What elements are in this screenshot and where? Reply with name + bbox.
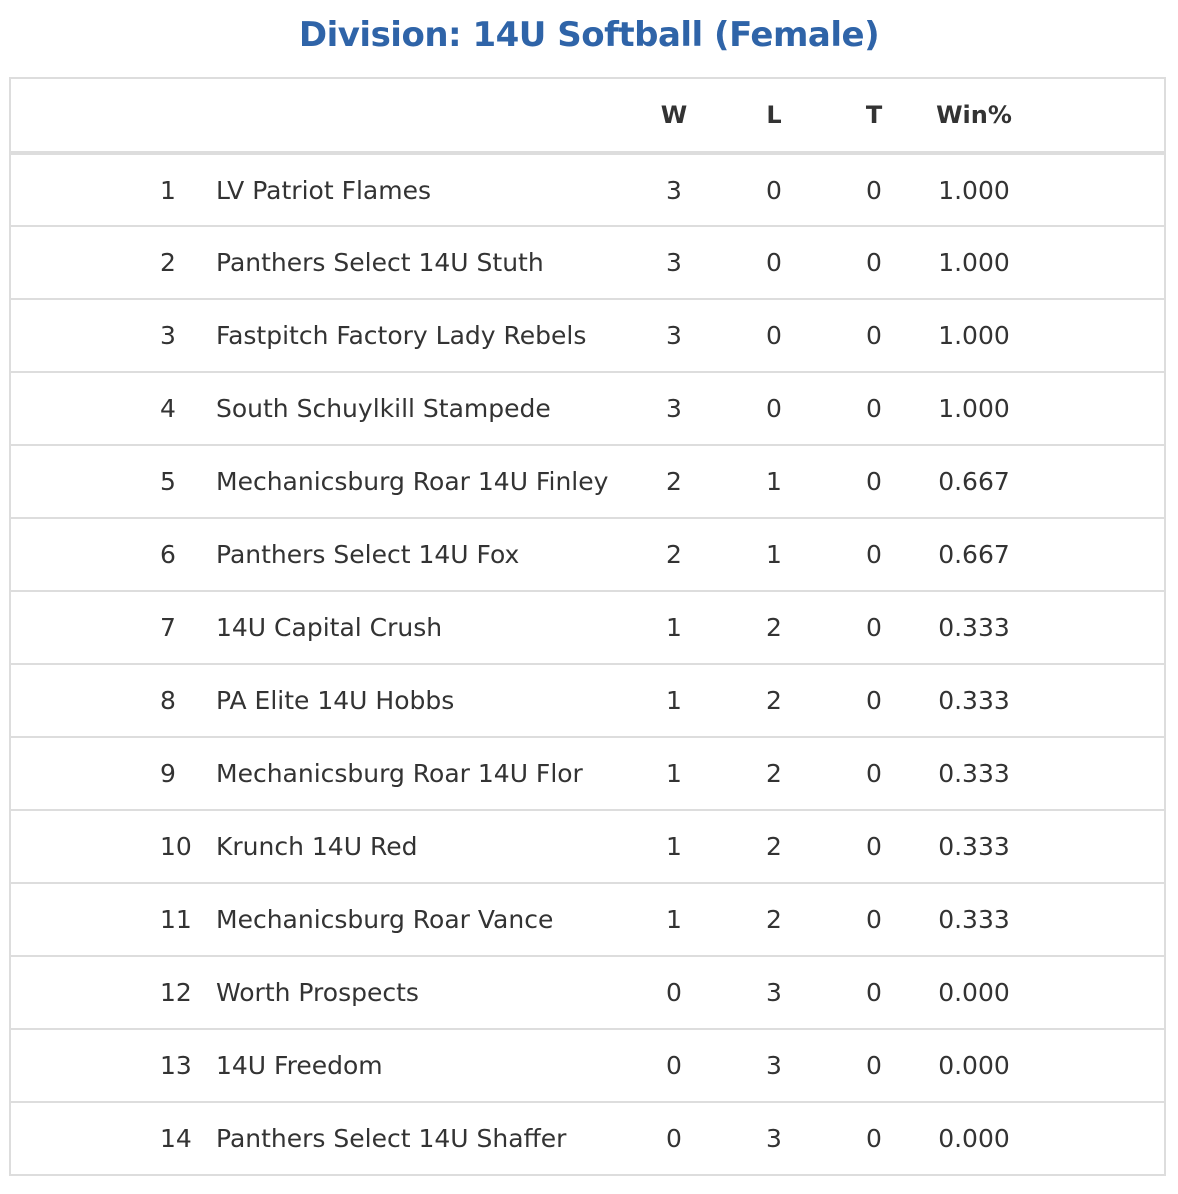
cell-fill — [1024, 299, 1165, 372]
cell-fill — [1024, 1102, 1165, 1175]
win-pct-cell: 0.000 — [938, 1051, 1010, 1080]
cell-blank — [10, 956, 160, 1029]
cell-fill — [1024, 518, 1165, 591]
team-name[interactable]: PA Elite 14U Hobbs — [216, 686, 455, 715]
wins-cell: 0 — [666, 1051, 682, 1080]
team-name[interactable]: Fastpitch Factory Lady Rebels — [216, 321, 587, 350]
losses-cell: 0 — [766, 321, 782, 350]
rank-cell: 7 — [160, 613, 176, 642]
team-name[interactable]: Panthers Select 14U Shaffer — [216, 1124, 567, 1153]
table-row — [10, 372, 1165, 445]
ties-cell: 0 — [866, 978, 882, 1007]
cell-blank — [10, 226, 160, 299]
ties-cell: 0 — [866, 905, 882, 934]
header-wins[interactable]: W — [624, 78, 724, 153]
table-row — [10, 1102, 1165, 1175]
cell-fill — [1024, 810, 1165, 883]
header-rank — [160, 78, 214, 153]
win-pct-cell: 1.000 — [938, 394, 1010, 423]
cell-fill — [1024, 226, 1165, 299]
win-pct-cell: 1.000 — [938, 248, 1010, 277]
rank-cell: 2 — [160, 248, 176, 277]
cell-fill — [1024, 372, 1165, 445]
win-pct-cell: 0.333 — [938, 759, 1010, 788]
ties-cell: 0 — [866, 394, 882, 423]
win-pct-cell: 0.000 — [938, 1124, 1010, 1153]
wins-cell: 1 — [666, 686, 682, 715]
losses-cell: 1 — [766, 467, 782, 496]
win-pct-cell: 0.333 — [938, 613, 1010, 642]
win-pct-cell: 1.000 — [938, 175, 1010, 205]
wins-cell: 1 — [666, 759, 682, 788]
losses-cell: 0 — [766, 394, 782, 423]
rank-cell: 1 — [160, 175, 176, 205]
standings-header — [10, 78, 1165, 153]
cell-fill — [1024, 591, 1165, 664]
losses-cell: 2 — [766, 686, 782, 715]
table-row — [10, 664, 1165, 737]
cell-blank — [10, 810, 160, 883]
cell-fill — [1024, 1029, 1165, 1102]
rank-cell: 14 — [160, 1124, 192, 1153]
table-row — [10, 299, 1165, 372]
cell-blank — [10, 445, 160, 518]
rank-cell: 11 — [160, 905, 192, 934]
wins-cell: 3 — [666, 175, 682, 205]
ties-cell: 0 — [866, 759, 882, 788]
rank-cell: 4 — [160, 394, 176, 423]
rank-cell: 12 — [160, 978, 192, 1007]
team-name[interactable]: 14U Capital Crush — [216, 613, 443, 642]
win-pct-cell: 0.667 — [938, 540, 1010, 569]
rank-cell: 5 — [160, 467, 176, 496]
rank-cell: 9 — [160, 759, 176, 788]
team-name[interactable]: South Schuylkill Stampede — [216, 394, 551, 423]
cell-fill — [1024, 737, 1165, 810]
losses-cell: 2 — [766, 905, 782, 934]
cell-blank — [10, 664, 160, 737]
table-row — [10, 883, 1165, 956]
wins-cell: 1 — [666, 613, 682, 642]
team-name[interactable]: Mechanicsburg Roar 14U Finley — [216, 467, 609, 496]
win-pct-cell: 0.333 — [938, 832, 1010, 861]
cell-blank — [10, 1102, 160, 1175]
losses-cell: 3 — [766, 978, 782, 1007]
losses-cell: 0 — [766, 175, 782, 205]
table-row — [10, 153, 1165, 226]
table-row — [10, 956, 1165, 1029]
standings-table — [9, 77, 1166, 1176]
losses-cell: 1 — [766, 540, 782, 569]
wins-cell: 2 — [666, 467, 682, 496]
ties-cell: 0 — [866, 321, 882, 350]
team-name[interactable]: Krunch 14U Red — [216, 832, 418, 861]
team-name[interactable]: Panthers Select 14U Fox — [216, 540, 520, 569]
rank-cell: 13 — [160, 1051, 192, 1080]
table-row — [10, 591, 1165, 664]
team-name[interactable]: Panthers Select 14U Stuth — [216, 248, 544, 277]
header-losses[interactable]: L — [724, 78, 824, 153]
table-row — [10, 737, 1165, 810]
ties-cell: 0 — [866, 613, 882, 642]
cell-fill — [1024, 664, 1165, 737]
losses-cell: 2 — [766, 613, 782, 642]
win-pct-cell: 0.667 — [938, 467, 1010, 496]
ties-cell: 0 — [866, 175, 882, 205]
header-blank — [10, 78, 160, 153]
ties-cell: 0 — [866, 1051, 882, 1080]
wins-cell: 0 — [666, 978, 682, 1007]
cell-blank — [10, 737, 160, 810]
header-ties[interactable]: T — [824, 78, 924, 153]
cell-blank — [10, 591, 160, 664]
cell-blank — [10, 518, 160, 591]
ties-cell: 0 — [866, 832, 882, 861]
team-name[interactable]: LV Patriot Flames — [216, 175, 431, 205]
team-name[interactable]: Mechanicsburg Roar 14U Flor — [216, 759, 583, 788]
team-name[interactable]: 14U Freedom — [216, 1051, 383, 1080]
ties-cell: 0 — [866, 1124, 882, 1153]
wins-cell: 3 — [666, 321, 682, 350]
team-name[interactable]: Mechanicsburg Roar Vance — [216, 905, 554, 934]
table-row — [10, 518, 1165, 591]
table-row — [10, 445, 1165, 518]
win-pct-cell: 0.000 — [938, 978, 1010, 1007]
table-row — [10, 1029, 1165, 1102]
rank-cell: 10 — [160, 832, 192, 861]
rank-cell: 6 — [160, 540, 176, 569]
losses-cell: 3 — [766, 1051, 782, 1080]
ties-cell: 0 — [866, 248, 882, 277]
table-row — [10, 226, 1165, 299]
ties-cell: 0 — [866, 540, 882, 569]
header-fill — [1024, 78, 1165, 153]
losses-cell: 2 — [766, 759, 782, 788]
standings-body — [10, 153, 1165, 1175]
cell-blank — [10, 1029, 160, 1102]
rank-cell: 8 — [160, 686, 176, 715]
losses-cell: 0 — [766, 248, 782, 277]
win-pct-cell: 0.333 — [938, 905, 1010, 934]
win-pct-cell: 1.000 — [938, 321, 1010, 350]
win-pct-cell: 0.333 — [938, 686, 1010, 715]
wins-cell: 1 — [666, 832, 682, 861]
cell-fill — [1024, 883, 1165, 956]
header-win-pct[interactable]: Win% — [924, 78, 1024, 153]
cell-blank — [10, 372, 160, 445]
wins-cell: 3 — [666, 394, 682, 423]
cell-blank — [10, 153, 160, 226]
wins-cell: 1 — [666, 905, 682, 934]
losses-cell: 2 — [766, 832, 782, 861]
division-title: Division: 14U Softball (Female) — [298, 15, 880, 55]
cell-blank — [10, 299, 160, 372]
header-team — [214, 78, 624, 153]
cell-blank — [10, 883, 160, 956]
table-row — [10, 810, 1165, 883]
cell-fill — [1024, 956, 1165, 1029]
team-name[interactable]: Worth Prospects — [216, 978, 419, 1007]
cell-fill — [1024, 445, 1165, 518]
wins-cell: 0 — [666, 1124, 682, 1153]
cell-fill — [1024, 153, 1165, 226]
losses-cell: 3 — [766, 1124, 782, 1153]
wins-cell: 3 — [666, 248, 682, 277]
ties-cell: 0 — [866, 467, 882, 496]
rank-cell: 3 — [160, 321, 176, 350]
ties-cell: 0 — [866, 686, 882, 715]
header-row — [10, 78, 1165, 153]
wins-cell: 2 — [666, 540, 682, 569]
